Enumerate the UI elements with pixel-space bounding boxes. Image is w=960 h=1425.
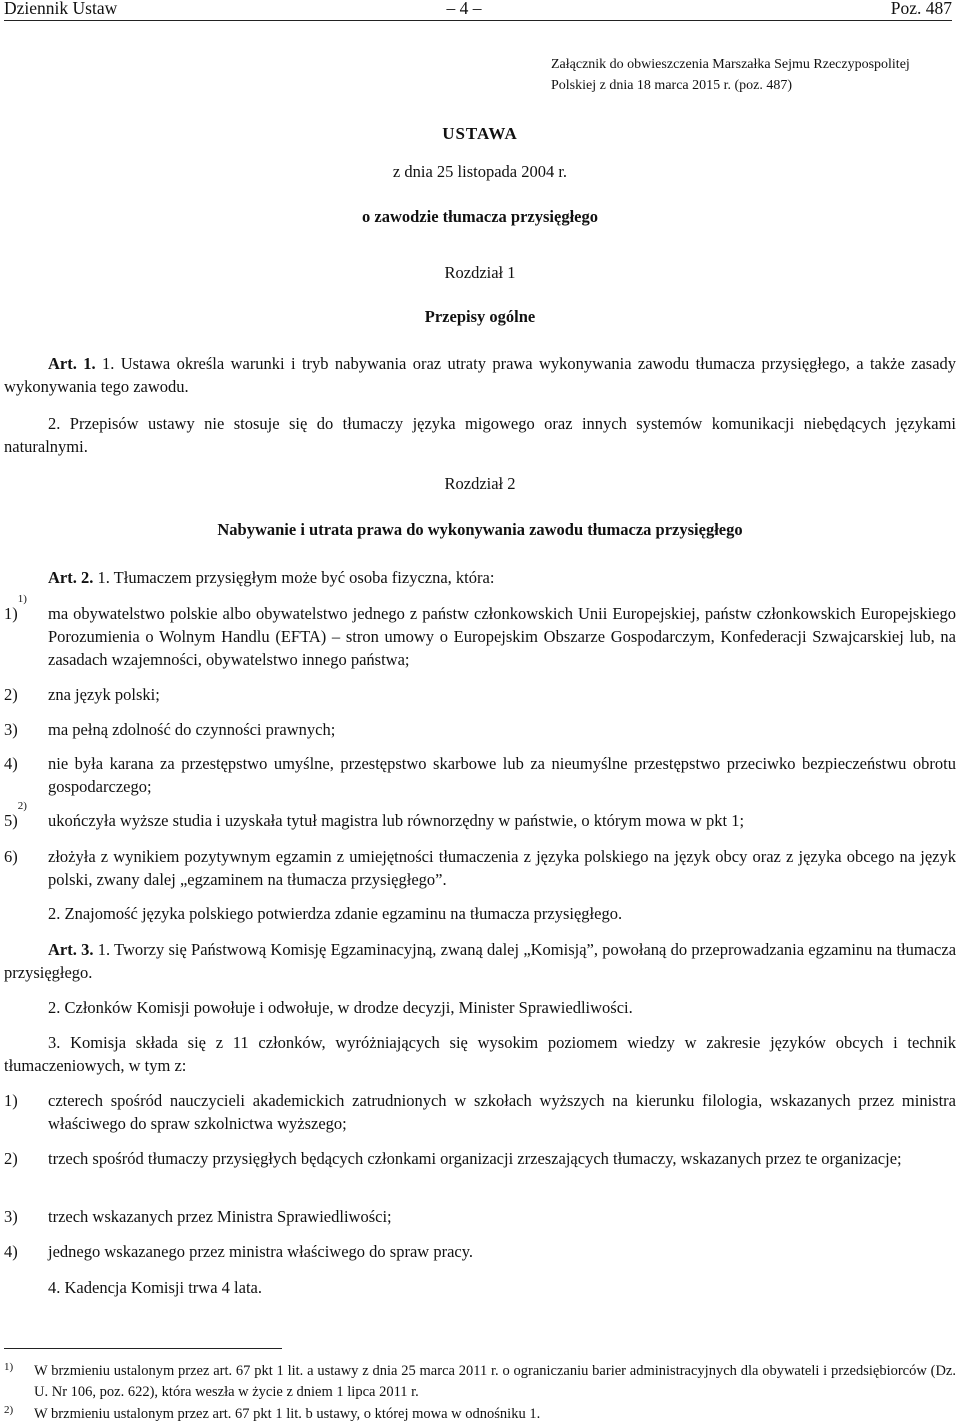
- art-1-heading: Art. 1.: [48, 354, 96, 373]
- act-title: o zawodzie tłumacza przysięgłego: [362, 207, 598, 226]
- art-3-heading: Art. 3.: [48, 940, 94, 959]
- item-text: ukończyła wyższe studia i uzyskała tytuł magistra lub równorzędny w państwie, o którym mowa w pkt 1;: [48, 811, 745, 830]
- art-2-heading: Art. 2.: [48, 568, 94, 587]
- item-text: trzech spośród tłumaczy przysięgłych będących członkami organizacji zrzeszających tłumaczy, wskazanych przez te organizacje;: [48, 1149, 902, 1168]
- footnote-ref: 1): [17, 593, 27, 605]
- page-header: [4, 0, 952, 21]
- chapter-2-title: Nabywanie i utrata prawa do wykonywania zawodu tłumacza przysięgłego: [217, 520, 743, 539]
- art-1-par-2: 2. Przepisów ustawy nie stosuje się do tłumaczy języka migowego oraz innych systemów komunikacji niebędących językami naturalnymi.: [4, 414, 956, 456]
- art-2-item: [4, 593, 956, 671]
- art-3-item: [4, 1089, 956, 1135]
- art-2-par-2: 2. Znajomość języka polskiego potwierdza zdanie egzaminu na tłumacza przysięgłego.: [48, 904, 623, 923]
- chapter-2-label: Rozdział 2: [444, 474, 516, 493]
- journal-name: Dziennik Ustaw: [4, 0, 118, 18]
- footnote-text: W brzmieniu ustalonym przez art. 67 pkt 1 lit. b ustawy, o której mowa w odnośniku 1.: [34, 1406, 541, 1422]
- art-2-item: [4, 752, 956, 798]
- item-number: 1): [4, 604, 18, 623]
- footnote: [4, 1404, 956, 1425]
- chapter-1-label: Rozdział 1: [444, 263, 516, 282]
- item-number: 2): [4, 685, 18, 704]
- art-3-par-4: 4. Kadencja Komisji trwa 4 lata.: [48, 1278, 262, 1297]
- art-3-item: [4, 1147, 956, 1170]
- item-text: czterech spośród nauczycieli akademickich zatrudnionych w szkołach wyższych na kierunku filologia, wskazanych przez ministra właściwego do spraw szkolnictwa wyższego;: [48, 1091, 956, 1133]
- item-text: ma obywatelstwo polskie albo obywatelstwo jednego z państw członkowskich Unii Europejskiej, państw członkowskich Europejskiego Porozumienia o Wolnym Handlu (EFTA) – stron umowy o Europejskim Obszarze Gospodarczym, Konfederacji Szwajcarskiej lub, na zasadach wzajemności, obywatelstwo innego państwa;: [48, 604, 956, 669]
- art-3-par-1-text: 1. Tworzy się Państwową Komisję Egzaminacyjną, zwaną dalej „Komisją”, powołaną do przeprowadzania egzaminu na tłumacza przysięgłego.: [4, 940, 957, 982]
- page-number: – 4 –: [446, 0, 482, 18]
- art-1-par-1-text: 1. Ustawa określa warunki i tryb nabywania oraz utraty prawa wykonywania zawodu tłumacza przysięgłego, a także zasady wykonywania tego zawodu.: [4, 354, 957, 396]
- footnote-mark: 1): [4, 1361, 14, 1373]
- art-3-par-2: 2. Członków Komisji powołuje i odwołuje, w drodze decyzji, Minister Sprawiedliwości.: [48, 998, 633, 1017]
- art-2-par-1: [4, 566, 956, 589]
- act-date: z dnia 25 listopada 2004 r.: [392, 162, 568, 181]
- art-2-item: [4, 800, 956, 832]
- item-number: 2): [4, 1149, 18, 1168]
- item-number: 6): [4, 847, 18, 866]
- footnote: [4, 1361, 956, 1403]
- art-2-item: [4, 718, 956, 741]
- item-text: nie była karana za przestępstwo umyślne, przestępstwo skarbowe lub za nieumyślne przestępstwo przeciwko bezpieczeństwu obrotu gospodarczego;: [48, 754, 956, 796]
- item-text: zna język polski;: [48, 685, 160, 704]
- position-number: Poz. 487: [890, 0, 952, 18]
- item-text: trzech wskazanych przez Ministra Sprawiedliwości;: [48, 1207, 392, 1226]
- item-number: 3): [4, 1207, 18, 1226]
- annex-note: Załącznik do obwieszczenia Marszałka Sejmu Rzeczypospolitej Polskiej z dnia 18 marca 2015 r. (poz. 487): [551, 57, 910, 93]
- art-3-par-1: [4, 938, 956, 984]
- art-3-item: [4, 1205, 956, 1228]
- footnote-mark: 2): [4, 1404, 14, 1416]
- art-2-par-1-text: 1. Tłumaczem przysięgłym może być osoba fizyczna, która:: [97, 568, 495, 587]
- art-1-par-1: [4, 352, 956, 398]
- art-3-par-3: 3. Komisja składa się z 11 członków, wyróżniających się wysokim poziomem wiedzy w zakresie języków obcych i technik tłumaczeniowych, w tym z:: [4, 1033, 956, 1075]
- item-text: jednego wskazanego przez ministra właściwego do spraw pracy.: [48, 1242, 474, 1261]
- art-2-item: [4, 683, 956, 706]
- footnote-text: W brzmieniu ustalonym przez art. 67 pkt 1 lit. a ustawy z dnia 25 marca 2011 r. o ograniczaniu barier administracyjnych dla obywateli i przedsiębiorców (Dz. U. Nr 106, poz. 622), która weszła w życie z dniem 1 lipca 2011 r.: [34, 1363, 956, 1400]
- item-number: 4): [4, 1242, 18, 1261]
- act-type: USTAWA: [442, 124, 518, 143]
- item-number: 1): [4, 1091, 18, 1110]
- art-3-item: [4, 1240, 956, 1263]
- item-number: 3): [4, 720, 18, 739]
- footnote-separator: [4, 1348, 282, 1349]
- item-text: złożyła z wynikiem pozytywnym egzamin z umiejętności tłumaczenia z języka polskiego na język obcy oraz z języka obcego na język polski, zwany dalej „egzaminem na tłumacza przysięgłego”.: [48, 847, 956, 889]
- item-number: 4): [4, 754, 18, 773]
- item-number: 5): [4, 811, 18, 830]
- chapter-1-title: Przepisy ogólne: [424, 307, 536, 326]
- art-2-item: [4, 845, 956, 891]
- item-text: ma pełną zdolność do czynności prawnych;: [48, 720, 336, 739]
- footnote-ref: 2): [17, 800, 27, 812]
